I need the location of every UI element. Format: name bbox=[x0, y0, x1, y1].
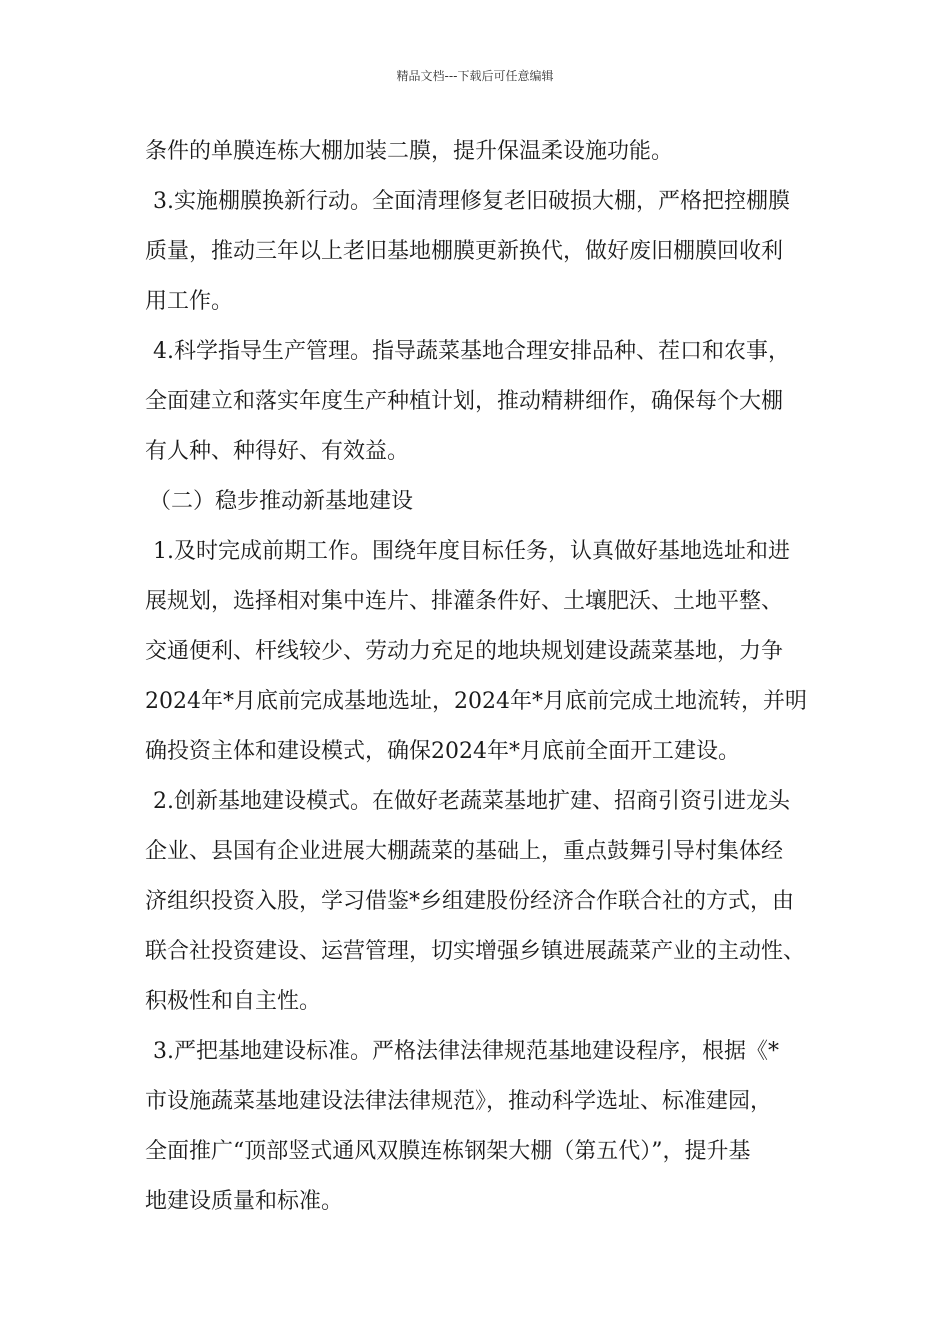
paragraph-line: 用工作。 bbox=[145, 289, 234, 314]
paragraph-line: 3.实施棚膜换新行动。全面清理修复老旧破损大棚，严格把控棚膜 bbox=[153, 189, 790, 214]
paragraph-line: 全面建立和落实年度生产种植计划，推动精耕细作，确保每个大棚 bbox=[145, 389, 784, 414]
paragraph-line: 有人种、种得好、有效益。 bbox=[145, 439, 410, 464]
paragraph-line: 地建设质量和标准。 bbox=[145, 1189, 344, 1214]
paragraph-line: 确投资主体和建设模式，确保2024年*月底前全面开工建设。 bbox=[145, 739, 740, 764]
page-header: 精品文档---下载后可任意编辑 bbox=[396, 69, 554, 83]
paragraph-line: 企业、县国有企业进展大棚蔬菜的基础上，重点鼓舞引导村集体经 bbox=[145, 839, 784, 864]
document-body bbox=[145, 127, 835, 1227]
paragraph-line: 积极性和自主性。 bbox=[145, 989, 322, 1014]
paragraph-line: 1.及时完成前期工作。围绕年度目标任务，认真做好基地选址和进 bbox=[153, 539, 790, 564]
paragraph-line: 展规划，选择相对集中连片、排灌条件好、土壤肥沃、土地平整、 bbox=[145, 589, 784, 614]
paragraph-line: 交通便利、杆线较少、劳动力充足的地块规划建设蔬菜基地，力争 bbox=[145, 639, 784, 664]
paragraph-line: 2024年*月底前完成基地选址，2024年*月底前完成土地流转，并明 bbox=[145, 689, 807, 714]
section-heading: （二）稳步推动新基地建设 bbox=[149, 489, 414, 514]
paragraph-line: 4.科学指导生产管理。指导蔬菜基地合理安排品种、茬口和农事， bbox=[153, 339, 790, 364]
paragraph-line: 全面推广“顶部竖式通风双膜连栋钢架大棚（第五代）”，提升基 bbox=[145, 1139, 751, 1164]
paragraph-line: 3.严把基地建设标准。严格法律法律规范基地建设程序，根据《* bbox=[153, 1039, 779, 1064]
paragraph-line: 联合社投资建设、运营管理，切实增强乡镇进展蔬菜产业的主动性、 bbox=[145, 939, 806, 964]
paragraph-line: 济组织投资入股，学习借鉴*乡组建股份经济合作联合社的方式，由 bbox=[145, 889, 795, 914]
paragraph-line: 条件的单膜连栋大棚加装二膜，提升保温柔设施功能。 bbox=[145, 139, 674, 164]
paragraph-line: 2.创新基地建设模式。在做好老蔬菜基地扩建、招商引资引进龙头 bbox=[153, 789, 790, 814]
paragraph-line: 质量，推动三年以上老旧基地棚膜更新换代，做好废旧棚膜回收利 bbox=[145, 239, 784, 264]
paragraph-line: 市设施蔬菜基地建设法律法律规范》，推动科学选址、标准建园， bbox=[145, 1089, 773, 1114]
